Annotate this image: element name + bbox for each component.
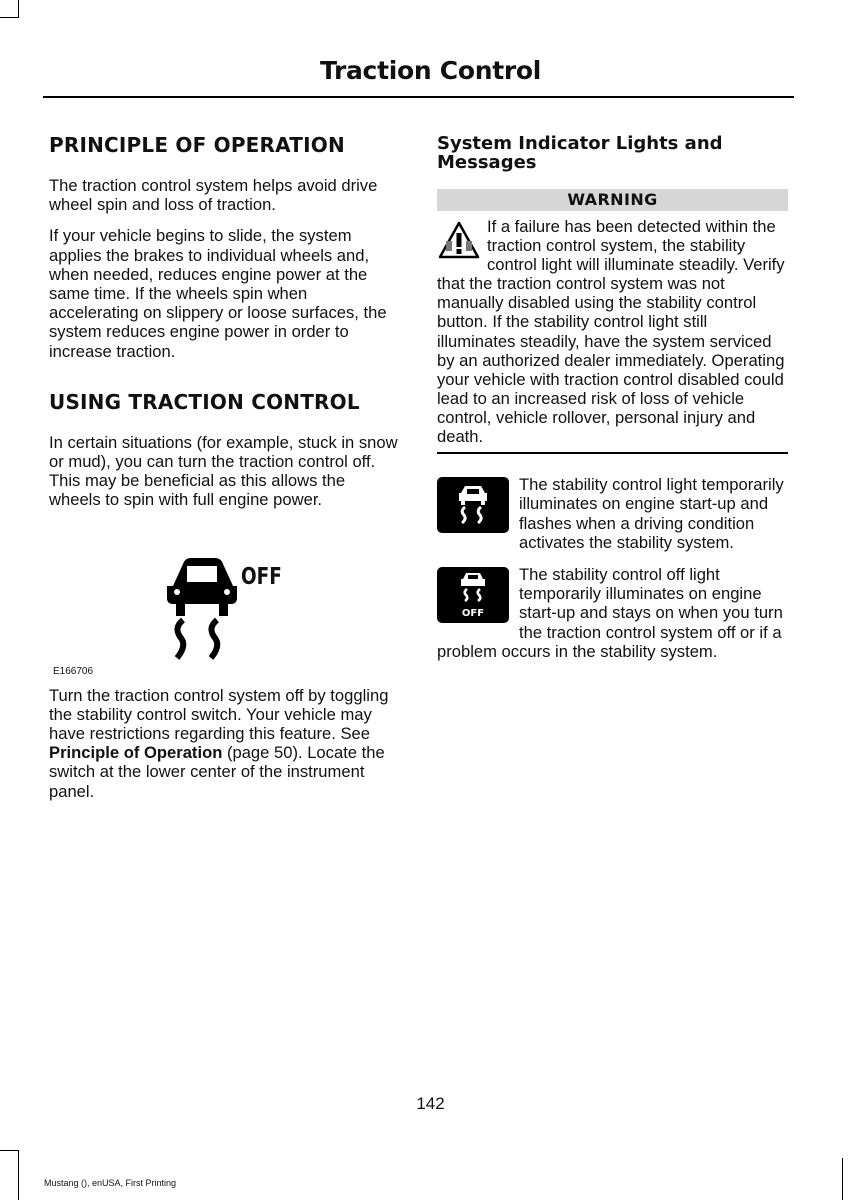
header-rule — [43, 96, 794, 98]
paragraph-turn-off-text: Turn the traction control system off by toggling the stability control switch. Your vehicle may have restrictions regarding this feature. See — [49, 685, 389, 744]
crop-mark — [18, 1150, 19, 1200]
crop-mark — [18, 0, 19, 18]
warning-label: WARNING — [567, 190, 658, 209]
warning-bar — [437, 189, 788, 211]
crop-mark — [0, 1150, 18, 1151]
paragraph-turn-off-text-end: (page 50). Locate the switch at the lower center of the instrument panel. — [49, 743, 385, 801]
right-column — [437, 130, 788, 661]
indicator-stability-off-light — [437, 565, 788, 661]
paragraph-situations: In certain situations (for example, stuck in snow or mud), you can turn the traction control off. This may be beneficial as this allows the wheels to spin with full engine power. — [49, 432, 398, 510]
figure-id: E166706 — [53, 665, 94, 677]
indicator-off-label: OFF — [461, 607, 485, 619]
footer-text: Mustang (), enUSA, First Printing — [44, 1178, 177, 1188]
indicator-lights-heading: System Indicator Lights and Messages — [437, 133, 723, 173]
crop-mark — [842, 1158, 843, 1200]
indicator-stability-text: The stability control light temporarily illuminates on engine start-up and flashes when a driving condition activates the stability system. — [519, 475, 784, 552]
warning-text: If a failure has been detected within the traction control system, the stability control light will illuminate steadily. Verify that the traction control system was not manually disabled using the stability control button. If the stability control light still illuminates steadily, have the system serviced by an authorized dealer immediately. Operating your vehicle with traction control disabled could lead to an increased risk of loss of vehicle control, vehicle rollover, personal injury and death. — [437, 217, 785, 447]
paragraph-intro: The traction control system helps avoid drive wheel spin and loss of traction. — [49, 176, 378, 215]
warning-message — [437, 217, 788, 446]
page-title: Traction Control — [319, 56, 542, 85]
paragraph-slide: If your vehicle begins to slide, the system applies the brakes to individual wheels and, when needed, reduces engine power at the same time. If the wheels spin when accelerating on slippery or loose surfaces, the system reduces engine power in order to increase traction. — [49, 226, 387, 361]
left-column — [49, 130, 401, 801]
stability-control-off-light-icon — [437, 567, 509, 623]
indicator-stability-off-text: The stability control off light temporarily illuminates on engine start-up and stays on when you turn the traction control system off or if a problem occurs in the stability system. — [437, 564, 783, 661]
page-number: 142 — [416, 1094, 445, 1113]
crop-mark — [0, 17, 18, 18]
traction-off-figure — [49, 514, 401, 694]
section-heading-using: USING TRACTION CONTROL — [49, 389, 360, 414]
section-heading-principle: PRINCIPLE OF OPERATION — [49, 133, 345, 157]
paragraph-turn-off — [49, 686, 401, 801]
indicator-stability-light — [437, 475, 788, 552]
principle-of-operation-link[interactable]: Principle of Operation — [49, 743, 223, 763]
traction-control-off-icon — [49, 524, 401, 684]
stability-control-light-icon — [437, 477, 509, 533]
figure-off-label: OFF — [241, 563, 282, 590]
warning-triangle-icon — [437, 219, 481, 263]
